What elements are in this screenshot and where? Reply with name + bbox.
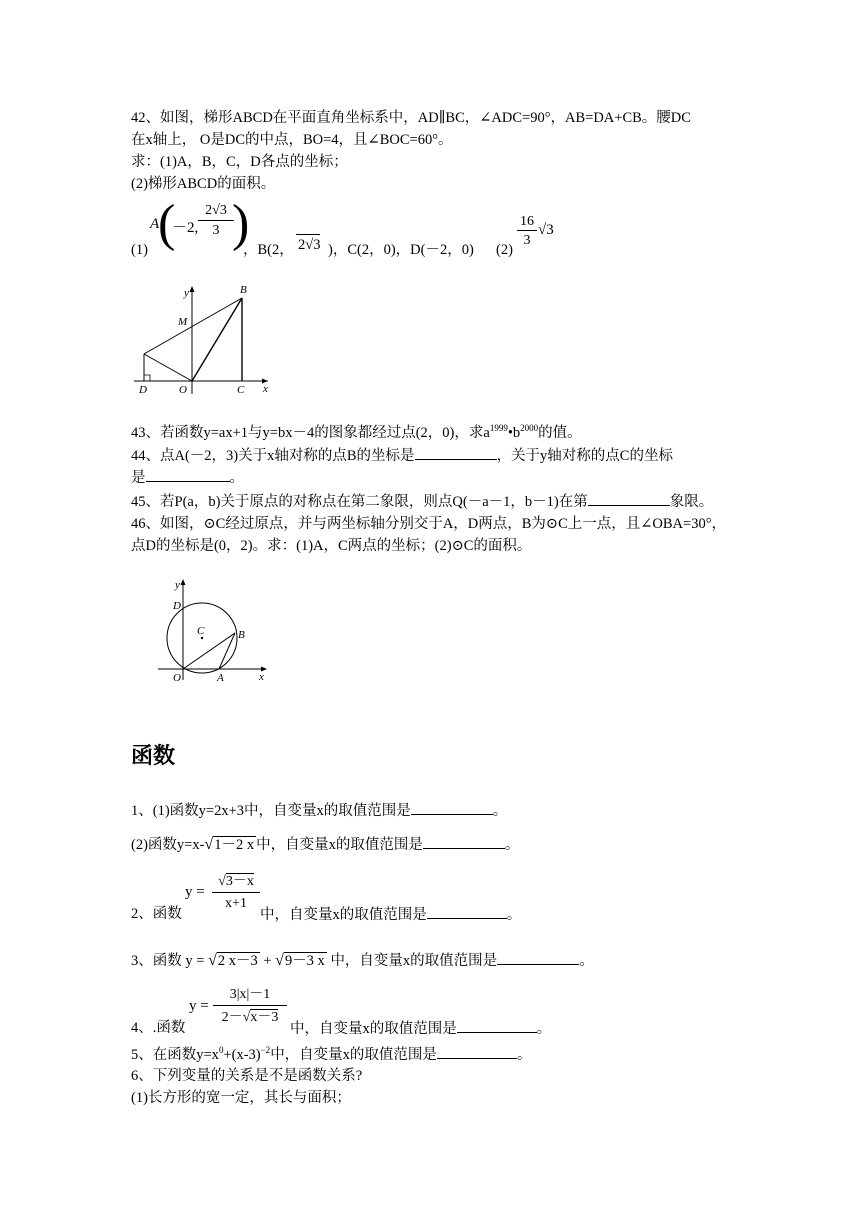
f5-text-b: +(x-3) bbox=[223, 1047, 261, 1063]
q42-answer-b-prefix: ，B(2， bbox=[243, 242, 294, 258]
label-c: C bbox=[197, 625, 205, 637]
f3-text-b: 中，自变量x的取值范围是 bbox=[330, 953, 498, 969]
q42-answer-a-x: －2, bbox=[172, 220, 199, 236]
f3-text-c: 。 bbox=[579, 953, 594, 969]
label-y: y bbox=[184, 287, 189, 299]
f4-text-b: 中，自变量x的取值范围是 bbox=[290, 1021, 457, 1037]
section-title: 函数 bbox=[131, 744, 176, 769]
f2-denominator: x+1 bbox=[225, 896, 247, 911]
q43-text-b: •b bbox=[507, 425, 521, 441]
q46-line1: 46、如图，⊙C经过原点，并与两坐标轴分别交于A，D两点，B为⊙C上一点，且∠OBA=30°， bbox=[131, 516, 726, 532]
f6-line2: (1)长方形的宽一定，其长与面积； bbox=[131, 1090, 351, 1106]
f3-radicand2: 9－3 x bbox=[284, 953, 325, 969]
f2-numerator bbox=[212, 872, 260, 893]
f4-denominator bbox=[213, 1008, 287, 1028]
f4-suffix bbox=[290, 1018, 551, 1039]
f2-numerator-text: 3－x bbox=[225, 874, 254, 889]
f2-prefix: 2、函数 bbox=[131, 906, 182, 922]
sqrt-sign: √ bbox=[208, 952, 217, 969]
q45-blank[interactable] bbox=[588, 491, 670, 506]
q42-answer-rest: )，C(2，0)，D(－2，0) bbox=[328, 242, 474, 258]
q42-answer-a-letter: A bbox=[150, 216, 160, 232]
q44-line1 bbox=[131, 445, 673, 466]
q45 bbox=[131, 491, 713, 512]
f5-text-c: 中，自变量x的取值范围是 bbox=[270, 1047, 437, 1063]
q42-line2: 在x轴上， O是DC的中点，BO=4，且∠BOC=60°。 bbox=[131, 132, 453, 148]
q42-answer-a-denominator: 3 bbox=[212, 223, 220, 238]
f3 bbox=[131, 950, 594, 971]
f4-numerator: 3|x|－1 bbox=[213, 985, 287, 1006]
label-c: C bbox=[237, 384, 245, 396]
q44-text-b: ，关于y轴对称的点C的坐标 bbox=[496, 448, 673, 464]
f4-blank[interactable] bbox=[457, 1018, 537, 1033]
sqrt-sign: √ bbox=[204, 836, 214, 853]
f4-y: y = bbox=[189, 998, 209, 1014]
q42-answer2-radical: √3 bbox=[538, 222, 554, 238]
q42-answer-b-value: 2√3 bbox=[296, 234, 320, 255]
f5-exp1: −2 bbox=[260, 1045, 271, 1056]
f1-blank[interactable] bbox=[411, 800, 493, 815]
q42-answer-prefix: (1) bbox=[131, 242, 148, 258]
f1b bbox=[131, 834, 519, 855]
f5-text-a: 5、在函数y=x bbox=[131, 1047, 219, 1063]
q44-text-a: 44、点A(－2，3)关于x轴对称的点B的坐标是 bbox=[131, 448, 415, 464]
q42-answer2-prefix: (2) bbox=[496, 242, 513, 258]
f5 bbox=[131, 1044, 531, 1065]
sqrt-sign: √ bbox=[275, 952, 284, 969]
f3-radicand1: 2 x－3 bbox=[217, 953, 258, 969]
f6-line1: 6、下列变量的关系是不是函数关系? bbox=[131, 1068, 363, 1084]
q43-exponent2: 2000 bbox=[520, 423, 539, 434]
f4-den-radicand: x－3 bbox=[250, 1010, 279, 1025]
y-axis-arrow bbox=[190, 286, 195, 292]
q42-answer-a-numerator: 2√3 bbox=[198, 202, 234, 221]
q42-answer2-numerator: 16 bbox=[517, 213, 537, 231]
segment-ob bbox=[192, 298, 242, 381]
f4-prefix: 4、.函数 bbox=[131, 1020, 186, 1036]
q42-line3: 求：(1)A，B，C，D各点的坐标； bbox=[131, 154, 348, 170]
f3-text-a: 3、函数 bbox=[131, 953, 182, 969]
q42-line1: 42、如图，梯形ABCD在平面直角坐标系中，AD∥BC，∠ADC=90°，AB=DA+CB。腰DC bbox=[131, 110, 691, 126]
y-axis-arrow bbox=[181, 579, 186, 585]
label-d: D bbox=[139, 384, 147, 396]
label-x: x bbox=[263, 383, 268, 395]
label-x: x bbox=[259, 671, 264, 683]
q42-line4: (2)梯形ABCD的面积。 bbox=[131, 176, 276, 192]
label-a: A bbox=[217, 672, 224, 684]
f2-text-c: 。 bbox=[506, 907, 522, 923]
f1-text-b: 。 bbox=[492, 803, 508, 819]
q46-line2: 点D的坐标是(0，2)。求：(1)A，C两点的坐标；(2)⊙C的面积。 bbox=[131, 538, 532, 554]
f3-blank[interactable] bbox=[497, 950, 579, 965]
f4-text-c: 。 bbox=[536, 1021, 552, 1037]
q43-text-a: 43、若函数y=ax+1与y=bx－4的图象都经过点(2，0)，求a bbox=[131, 425, 490, 441]
f5-exp0: 0 bbox=[218, 1045, 224, 1056]
label-o: O bbox=[173, 672, 181, 684]
right-angle-mark bbox=[144, 375, 150, 381]
f5-text-d: 。 bbox=[516, 1047, 532, 1063]
side-ab bbox=[144, 298, 242, 354]
q43-exponent1: 1999 bbox=[489, 423, 508, 434]
f3-y: y = bbox=[185, 953, 205, 969]
f1b-text-b: 中，自变量x的取值范围是 bbox=[256, 837, 423, 853]
label-b: B bbox=[238, 629, 245, 641]
f1b-text-c: 。 bbox=[504, 837, 520, 853]
segment-ao bbox=[144, 354, 192, 381]
f3-plus: + bbox=[263, 953, 272, 969]
f1b-blank[interactable] bbox=[423, 834, 505, 849]
f1-text-a: 1、(1)函数y=2x+3中，自变量x的取值范围是 bbox=[131, 803, 411, 819]
q44-line2 bbox=[131, 467, 244, 488]
label-d: D bbox=[173, 600, 181, 612]
f2-y: y = bbox=[185, 884, 205, 900]
sqrt-sign: √ bbox=[218, 874, 226, 889]
q45-text-a: 45、若P(a，b)关于原点的对称点在第二象限，则点Q(－a－1，b－1)在第 bbox=[131, 494, 588, 510]
f1 bbox=[131, 800, 507, 821]
f4-den-a: 2－ bbox=[221, 1010, 243, 1025]
q43 bbox=[131, 423, 582, 443]
label-m: M bbox=[178, 316, 188, 328]
q45-text-b: 象限。 bbox=[669, 494, 714, 510]
f5-blank[interactable] bbox=[437, 1044, 517, 1059]
center-point bbox=[201, 637, 203, 639]
trapezoid-figure bbox=[132, 282, 278, 400]
right-paren: ) bbox=[232, 195, 250, 252]
q44-text-d: 。 bbox=[229, 470, 244, 486]
left-paren: ( bbox=[158, 195, 176, 252]
label-b: B bbox=[240, 284, 247, 296]
q44-blank2[interactable] bbox=[146, 467, 230, 482]
f1b-radicand: 1－2 x bbox=[214, 837, 255, 853]
sqrt-sign: √ bbox=[242, 1010, 251, 1025]
circle-figure bbox=[156, 576, 272, 686]
q42-answer2-denominator: 3 bbox=[523, 233, 531, 248]
q44-text-c: 是 bbox=[131, 470, 146, 486]
f2-suffix bbox=[260, 904, 521, 925]
label-o: O bbox=[179, 384, 187, 396]
label-y: y bbox=[175, 579, 180, 591]
f2-blank[interactable] bbox=[427, 904, 507, 919]
q43-text-c: 的值。 bbox=[538, 425, 582, 441]
f2-text-b: 中，自变量x的取值范围是 bbox=[260, 907, 427, 923]
q44-blank1[interactable] bbox=[415, 445, 497, 460]
f1b-text-a: (2)函数y=x- bbox=[131, 837, 205, 853]
